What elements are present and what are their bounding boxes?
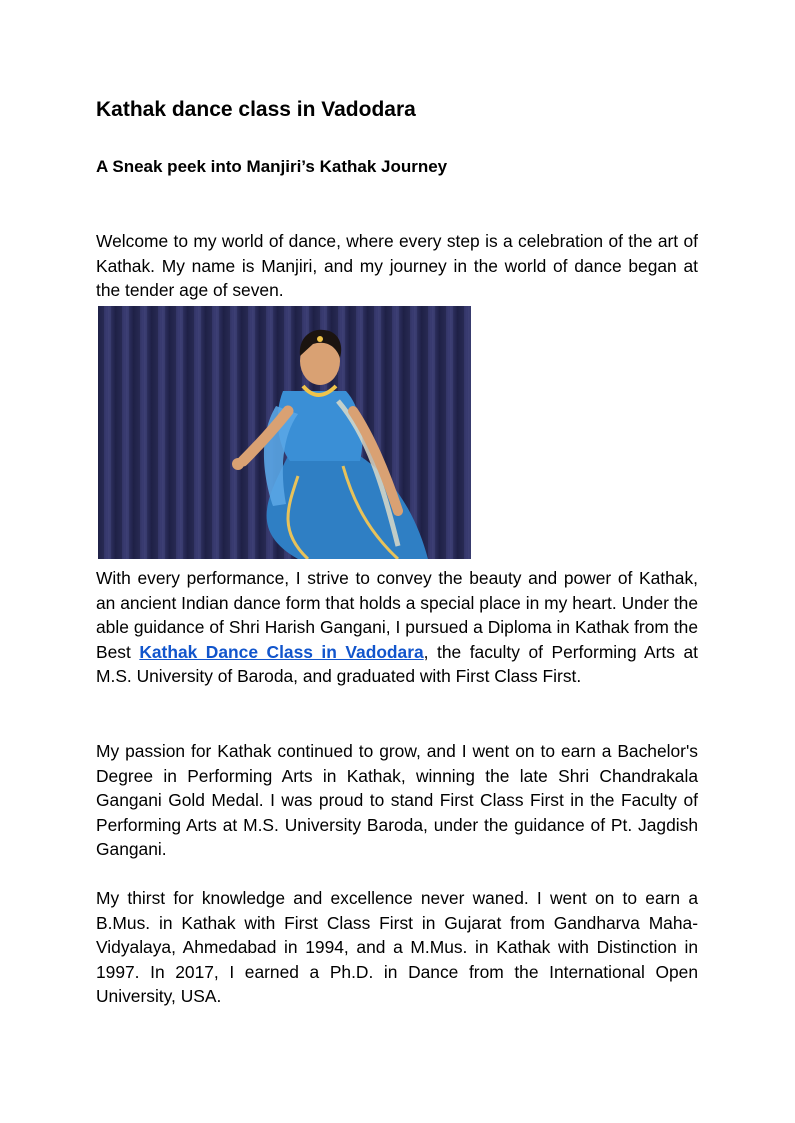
page-subtitle: A Sneak peek into Manjiri’s Kathak Journey [96,157,448,176]
degree-paragraph: My passion for Kathak continued to grow, and I went on to earn a Bachelor's Degree in Performing Arts in Kathak, winning the late Shri Chandrakala Gangani Gold Medal. I was proud to stand First Class First in the Faculty of Performing Arts at M.S. University Baroda, under the guidance of Pt. Jagdish Gangani. [96,741,698,859]
kathak-dancer-photo [98,306,471,559]
kathak-class-link[interactable]: Kathak Dance Class in Vadodara [139,641,424,662]
dancer-illustration [98,306,471,559]
intro-paragraph: Welcome to my world of dance, where every step is a celebration of the art of Kathak. My name is Manjiri, and my journey in the world of dance began at the tender age of seven. [96,231,698,300]
education-paragraph: My thirst for knowledge and excellence never waned. I went on to earn a B.Mus. in Kathak with First Class First in Gujarat from Gandharva Maha-Vidyalaya, Ahmedabad in 1994, and a M.Mus. in Kathak with Distinction in 1997. In 2017, I earned a Ph.D. in Dance from the International Open University, USA. [96,888,698,1006]
training-paragraph: With every performance, I strive to convey the beauty and power of Kathak, an ancient Indian dance form that holds a special place in my heart. Under the able guidance of Shri Harish Gangani, I pursued a Diploma in Kathak from the Best Kathak Dance Class in Vadodara, the faculty of Performing Arts at M.S. University of Baroda, and graduated with First Class First. [96,568,698,686]
page-title: Kathak dance class in Vadodara [96,98,416,121]
